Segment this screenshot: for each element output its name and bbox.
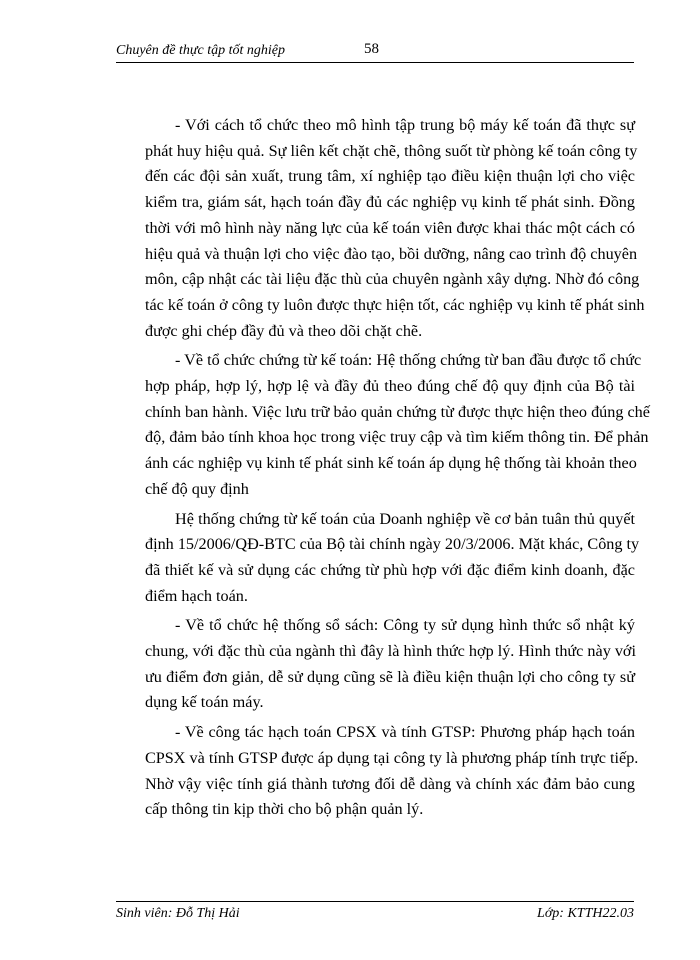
text-line: - Về tổ chức chứng từ kế toán: Hệ thống chứng từ ban đầu được tổ chức [175, 351, 642, 370]
text-line: ưu điểm đơn giản, dễ sử dụng cũng sẽ là điều kiện thuận lợi cho công ty sử [145, 667, 635, 686]
text-line: tác kế toán ở công ty luôn được thực hiện tốt, các nghiệp vụ kinh tế phát sinh [145, 295, 645, 314]
text-line: môn, cập nhật các tài liệu đặc thù của chuyên ngành xây dựng. Nhờ đó công [145, 270, 640, 289]
text-line: Hệ thống chứng từ kế toán của Doanh nghiệp về cơ bản tuân thủ quyết [175, 509, 635, 528]
text-line: được ghi chép đầy đủ và theo dõi chặt chẽ. [145, 321, 423, 340]
text-line: ánh các nghiệp vụ kinh tế phát sinh kế toán áp dụng hệ thống tài khoản theo [145, 454, 637, 473]
paragraph-costing [145, 720, 639, 823]
paragraph-accounting-model [145, 113, 645, 344]
paragraph-documents [145, 348, 650, 502]
page-header [116, 40, 634, 63]
footer-class: Lớp: KTTH22.03 [537, 906, 634, 921]
text-line: chế độ quy định [145, 479, 249, 498]
text-line: phát huy hiệu quả. Sự liên kết chặt chẽ, thông suốt từ phòng kế toán công ty [145, 141, 638, 160]
text-line: - Với cách tổ chức theo mô hình tập trung bộ máy kế toán đã thực sự [175, 116, 635, 134]
page-number: 58 [364, 41, 379, 57]
text-line: dụng kế toán máy. [145, 693, 264, 712]
text-line: chính ban hành. Việc lưu trữ bảo quản chứng từ được thực hiện theo đúng chế [145, 402, 650, 421]
paragraph-books [145, 613, 635, 716]
text-line: hợp pháp, hợp lý, hợp lệ và đầy đủ theo đúng chế độ quy định của Bộ tài [145, 377, 635, 396]
text-line: thời với mô hình này năng lực của kế toán viên được khai thác một cách có [145, 218, 635, 237]
footer-student: Sinh viên: Đỗ Thị Hải [116, 906, 240, 921]
text-line: đã thiết kế và sử dụng các chứng từ phù hợp với đặc điểm kinh doanh, đặc [145, 560, 635, 579]
text-line: cấp thông tin kịp thời cho bộ phận quản lý. [145, 800, 424, 819]
header-title: Chuyên đề thực tập tốt nghiệp [116, 43, 285, 58]
page-footer [116, 901, 634, 924]
text-line: CPSX và tính GTSP được áp dụng tại công ty là phương pháp tính trực tiếp. [145, 748, 639, 767]
text-line: - Về công tác hạch toán CPSX và tính GTSP: Phương pháp hạch toán [175, 723, 635, 742]
text-line: hiệu quả và thuận lợi cho việc đào tạo, bồi dưỡng, nâng cao trình độ chuyên [145, 244, 638, 263]
text-line: đến các đội sản xuất, trung tâm, xí nghiệp tạo điều kiện thuận lợi cho việc [145, 167, 635, 186]
text-line: kiểm tra, giám sát, hạch toán đầy đủ các nghiệp vụ kinh tế phát sinh. Đồng [145, 193, 635, 212]
text-line: - Về tổ chức hệ thống sổ sách: Công ty sử dụng hình thức sổ nhật ký [175, 616, 635, 635]
text-line: chung, với đặc thù của ngành thì đây là hình thức hợp lý. Hình thức này với [145, 642, 636, 661]
text-line: định 15/2006/QĐ-BTC của Bộ tài chính ngày 20/3/2006. Mặt khác, Công ty [145, 535, 640, 554]
paragraph-regulation [145, 507, 640, 610]
document-body [145, 113, 650, 823]
text-line: điểm hạch toán. [145, 586, 248, 605]
text-line: Nhờ vậy việc tính giá thành tương đối dễ dàng và chính xác đảm bảo cung [145, 774, 635, 793]
text-line: độ, đảm bảo tính khoa học trong việc truy cập và tìm kiếm thông tin. Để phản [145, 428, 649, 447]
